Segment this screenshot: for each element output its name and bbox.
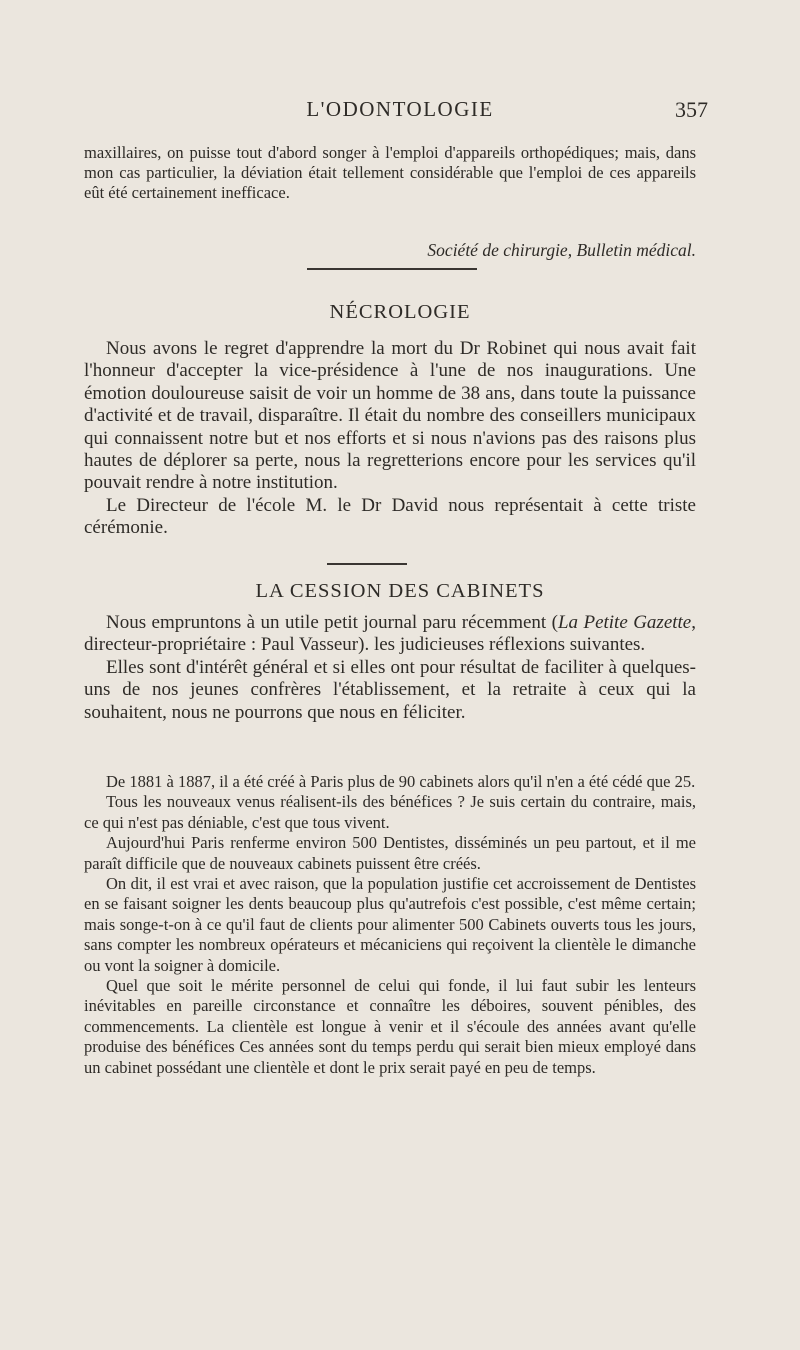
cession-text: Nous empruntons à un utile petit journal paru récemment (	[106, 612, 558, 633]
quoted-paragraph: Tous les nouveaux venus réalisent-ils des bénéfices ? Je suis certain du contraire, mais, ce qui n'est pas déniable, c'est que tous vivent.	[84, 792, 696, 832]
journal-name: La Petite Gazette	[557, 612, 692, 633]
necrologie-paragraph: Le Directeur de l'école M. le Dr David nous représentait à cette triste cérémonie.	[84, 494, 696, 539]
cession-heading: LA CESSION DES CABINETS	[255, 580, 545, 602]
cession-text: , directeur-propriétaire : Paul Vasseur). les judicieuses réflexions suivantes.	[84, 612, 696, 656]
section-divider	[327, 563, 407, 565]
quoted-article	[84, 772, 696, 1078]
cession-paragraph: Elles sont d'intérêt général et si elles ont pour résultat de faciliter à quelques-uns de nos jeunes confrères l'établissement, et la retraite à ceux qui la souhaitent, nous ne pourrons que nous en féliciter.	[84, 656, 696, 723]
journal-title: L'ODONTOLOGIE	[306, 97, 494, 121]
necrologie-body	[84, 338, 696, 540]
intro-paragraph-block	[84, 143, 696, 204]
source-citation: Société de chirurgie, Bulletin médical.	[427, 240, 696, 260]
necrologie-paragraph: Nous avons le regret d'apprendre la mort du Dr Robinet qui nous avait fait l'honneur d'accepter la vice-présidence à l'une de nos inaugurations. Une émotion douloureuse saisit de voir un homme de 38 ans, dans toute la puissance d'activité et de travail, disparaître. Il était du nombre des conseillers municipaux qui connaissent notre but et nos efforts et si nous n'avions pas des raisons plus hautes de déplorer sa perte, nous la regretterions encore pour les services qu'il pouvait rendre à notre institution.	[84, 338, 696, 494]
cession-paragraph	[84, 612, 696, 657]
quoted-paragraph: Quel que soit le mérite personnel de celui qui fonde, il lui faut subir les lenteurs inévitables en pareille circonstance et connaître les déboires, souvent pénibles, des commencements. La clientèle est longue à venir et il s'écoule des années avant qu'elle produise des bénéfices Ces années sont du temps perdu qui serait bien mieux employé dans un cabinet possédant une clientèle et dont le prix serait payé en peu de temps.	[84, 976, 696, 1077]
quoted-paragraph: Aujourd'hui Paris renferme environ 500 Dentistes, disséminés un peu partout, et il me paraît difficile que de nouveaux cabinets puissent être créés.	[84, 833, 696, 873]
cession-body	[84, 612, 696, 724]
quoted-paragraph: On dit, il est vrai et avec raison, que la population justifie cet accroissement de Dentistes en se faisant soigner les dents beaucoup plus qu'autrefois c'est possible, c'est même certain; mais songe-t-on à ce qu'il faut de clients pour alimenter 500 Cabinets ouverts tous les jours, sans compter les nombreux opérateurs et mécaniciens qui reçoivent la clientèle le dimanche ou vont la soigner à domicile.	[84, 874, 696, 975]
quoted-paragraph: De 1881 à 1887, il a été créé à Paris plus de 90 cabinets alors qu'il n'en a été cédé que 25.	[106, 772, 696, 791]
running-head	[0, 97, 800, 127]
intro-paragraph: maxillaires, on puisse tout d'abord songer à l'emploi d'appareils orthopédiques; mais, dans mon cas particulier, la déviation était tellement considérable que l'emploi de ces appareils eût été certainement inefficace.	[84, 143, 696, 203]
section-divider	[307, 268, 477, 270]
necrologie-heading: NÉCROLOGIE	[329, 301, 471, 323]
page-number: 357	[675, 97, 708, 122]
